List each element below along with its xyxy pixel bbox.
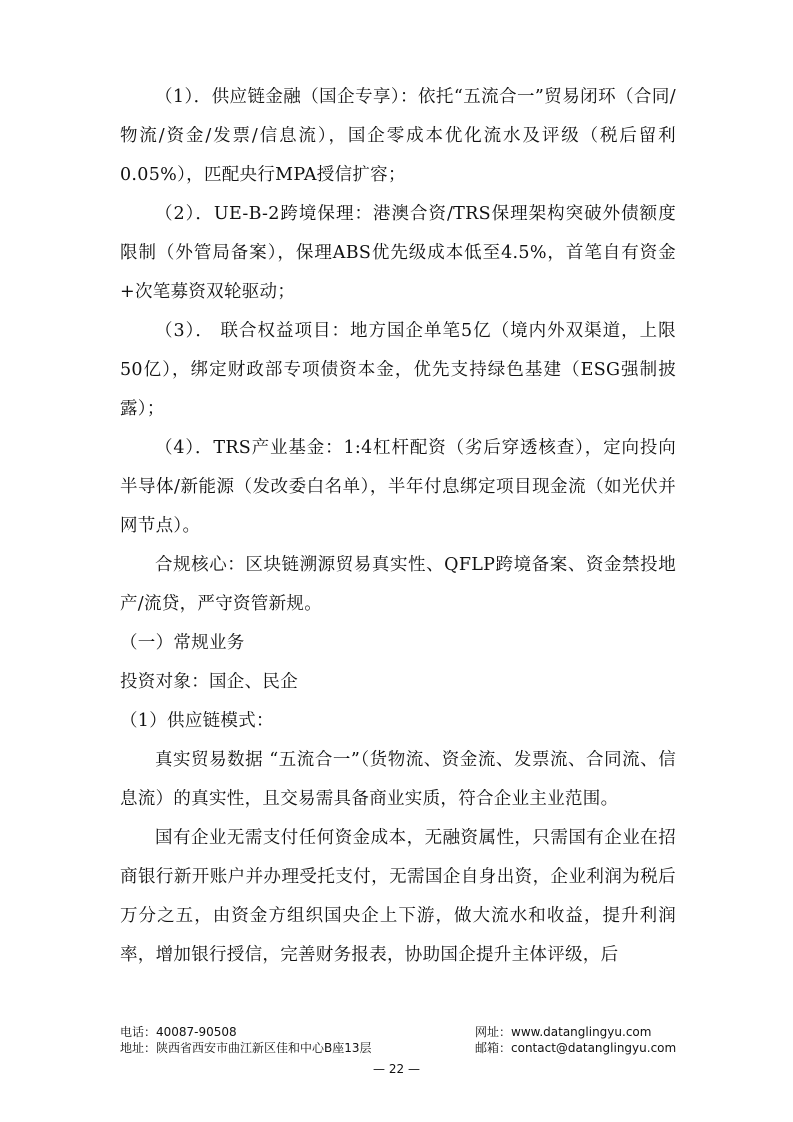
paragraph-trs-fund: （4）．TRS产业基金：1:4杠杆配资（劣后穿透核查），定向投向半导体/新能源（发改委白名单），半年付息绑定项目现金流（如光伏并网节点）。: [120, 438, 676, 536]
footer-row-2: [120, 1040, 680, 1056]
paragraph-supply-chain-finance: （1）．供应链金融（国企专享）：依托“五流合一”贸易闭环（合同/物流/资金/发票/信息流），国企零成本优化流水及评级（税后留利0.05%），匹配央行MPA授信扩容；: [120, 87, 676, 185]
footer-address: 地址：陕西省西安市曲江新区佳和中心B座13层: [120, 1041, 372, 1055]
paragraph-investment-targets: 投资对象：国企、民企: [120, 672, 298, 692]
footer-website: 网址：www.datanglingyu.com: [475, 1025, 652, 1039]
paragraph-compliance-core: 合规核心：区块链溯源贸易真实性、QFLP跨境备案、资金禁投地产/流贷，严守资管新规。: [120, 555, 676, 614]
paragraph-real-trade-data: 真实贸易数据 “五流合一”（货物流、资金流、发票流、合同流、信息流）的真实性，且交易需具备商业实质，符合企业主业范围。: [120, 750, 676, 809]
footer-email: 邮箱：contact@datanglingyu.com: [475, 1041, 677, 1055]
footer-row-1: [120, 1024, 680, 1040]
paragraph-cross-border-factoring: （2）．UE-B-2跨境保理：港澳合资/TRS保理架构突破外债额度限制（外管局备案），保理ABS优先级成本低至4.5%，首笔自有资金+次笔募资双轮驱动；: [120, 204, 676, 302]
footer-phone: 电话：40087-90508: [120, 1025, 237, 1039]
paragraph-soe-benefits: 国有企业无需支付任何资金成本，无融资属性，只需国有企业在招商银行新开账户并办理受托支付，无需国企自身出资，企业利润为税后万分之五，由资金方组织国央企上下游，做大流水和收益，提升利润率，增加银行授信，完善财务报表，协助国企提升主体评级，后: [120, 828, 676, 965]
page-footer: [120, 1024, 680, 1056]
section-heading-regular-business: （一）常规业务: [120, 633, 245, 653]
paragraph-joint-equity: （3）． 联合权益项目：地方国企单笔5亿（境内外双渠道，上限50亿），绑定财政部专项债资本金，优先支持绿色基建（ESG强制披露）；: [120, 321, 676, 419]
page-number: — 22 —: [373, 1062, 420, 1076]
subheading-supply-chain-mode: （1）供应链模式：: [120, 711, 274, 731]
document-body: [120, 78, 676, 975]
